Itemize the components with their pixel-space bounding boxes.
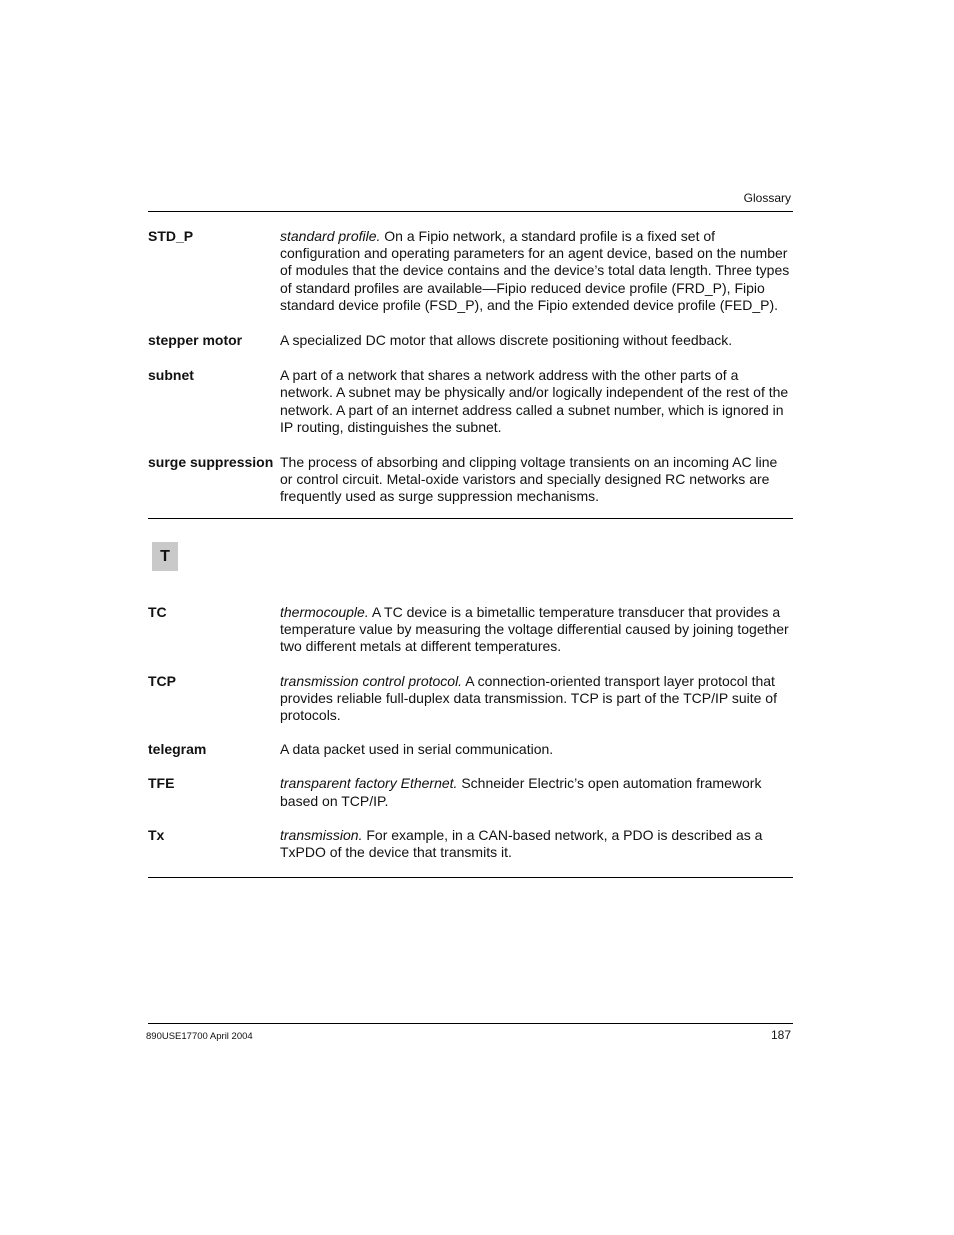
glossary-entry <box>148 827 793 861</box>
glossary-definition <box>280 604 793 656</box>
definition-text: On a Fipio network, a standard profile is a fixed set of configuration and operating parameters for an agent device, based on the number of modules that the device contains and the device’s total data length. Three types of standard profiles are available—Fipio reduced device profile (FRD_P), Fipio standard device profile (FSD_P), and the Fipio extended device profile (FED_P). <box>280 228 790 313</box>
glossary-section-s <box>148 228 793 524</box>
section-divider <box>148 518 793 519</box>
glossary-entry <box>148 673 793 725</box>
glossary-definition <box>280 775 793 809</box>
glossary-entry <box>148 454 793 506</box>
glossary-entry <box>148 367 793 436</box>
definition-text: A connection-oriented transport layer protocol that provides reliable full-duplex data transmission. TCP is part of the TCP/IP suite of protocols. <box>280 672 777 724</box>
footer-doc-id: 890USE17700 April 2004 <box>146 1031 253 1042</box>
definition-text: A TC device is a bimetallic temperature transducer that provides a temperature value by measuring the voltage differential caused by joining together two different metals at different temperatures. <box>280 604 789 655</box>
definition-text: For example, in a CAN-based network, a PDO is described as a TxPDO of the device that transmits it. <box>280 826 763 861</box>
running-head-title: Glossary <box>743 191 791 205</box>
glossary-definition <box>280 673 793 725</box>
definition-lead: transparent factory Ethernet. <box>280 775 458 792</box>
glossary-term: telegram <box>148 741 207 758</box>
definition-text: A specialized DC motor that allows discrete positioning without feedback. <box>280 332 733 349</box>
glossary-term: TC <box>148 604 167 620</box>
section-end-rule <box>148 877 793 878</box>
glossary-entry <box>148 604 793 656</box>
glossary-entry <box>148 741 793 758</box>
glossary-term: Tx <box>148 826 165 843</box>
definition-text: A data packet used in serial communication. <box>280 741 554 758</box>
glossary-definition <box>280 228 793 314</box>
section-letter-heading: T <box>152 542 178 571</box>
definition-lead: transmission. <box>280 826 363 843</box>
glossary-section-t <box>148 604 793 878</box>
glossary-definition <box>280 332 793 349</box>
glossary-term: surge suppression <box>148 454 274 471</box>
glossary-entry <box>148 332 793 349</box>
glossary-entry <box>148 228 793 314</box>
footer-page-number: 187 <box>770 1028 791 1042</box>
glossary-definition <box>280 741 793 758</box>
definition-lead: standard profile. <box>280 228 381 244</box>
definition-lead: transmission control protocol. <box>280 672 463 689</box>
glossary-entry <box>148 775 793 809</box>
glossary-term: TFE <box>148 775 175 792</box>
glossary-term: subnet <box>148 367 194 384</box>
glossary-definition <box>280 827 793 861</box>
definition-text: The process of absorbing and clipping voltage transients on an incoming AC line or control circuit. Metal-oxide varistors and specially designed RC networks are frequently used as surge suppression mechanisms. <box>280 454 778 505</box>
header-rule <box>148 211 793 212</box>
footer-rule <box>148 1023 793 1024</box>
glossary-term: TCP <box>148 672 176 689</box>
glossary-definition <box>280 454 793 506</box>
definition-text: A part of a network that shares a network address with the other parts of a network. A subnet may be physically and/or logically independent of the rest of the network. A part of an internet address called a subnet number, which is ignored in IP routing, distinguishes the subnet. <box>280 367 789 435</box>
definition-text: Schneider Electric’s open automation framework based on TCP/IP. <box>280 775 762 809</box>
glossary-definition <box>280 367 793 436</box>
glossary-term: stepper motor <box>148 332 243 349</box>
glossary-term: STD_P <box>148 228 194 244</box>
definition-lead: thermocouple. <box>280 604 369 620</box>
